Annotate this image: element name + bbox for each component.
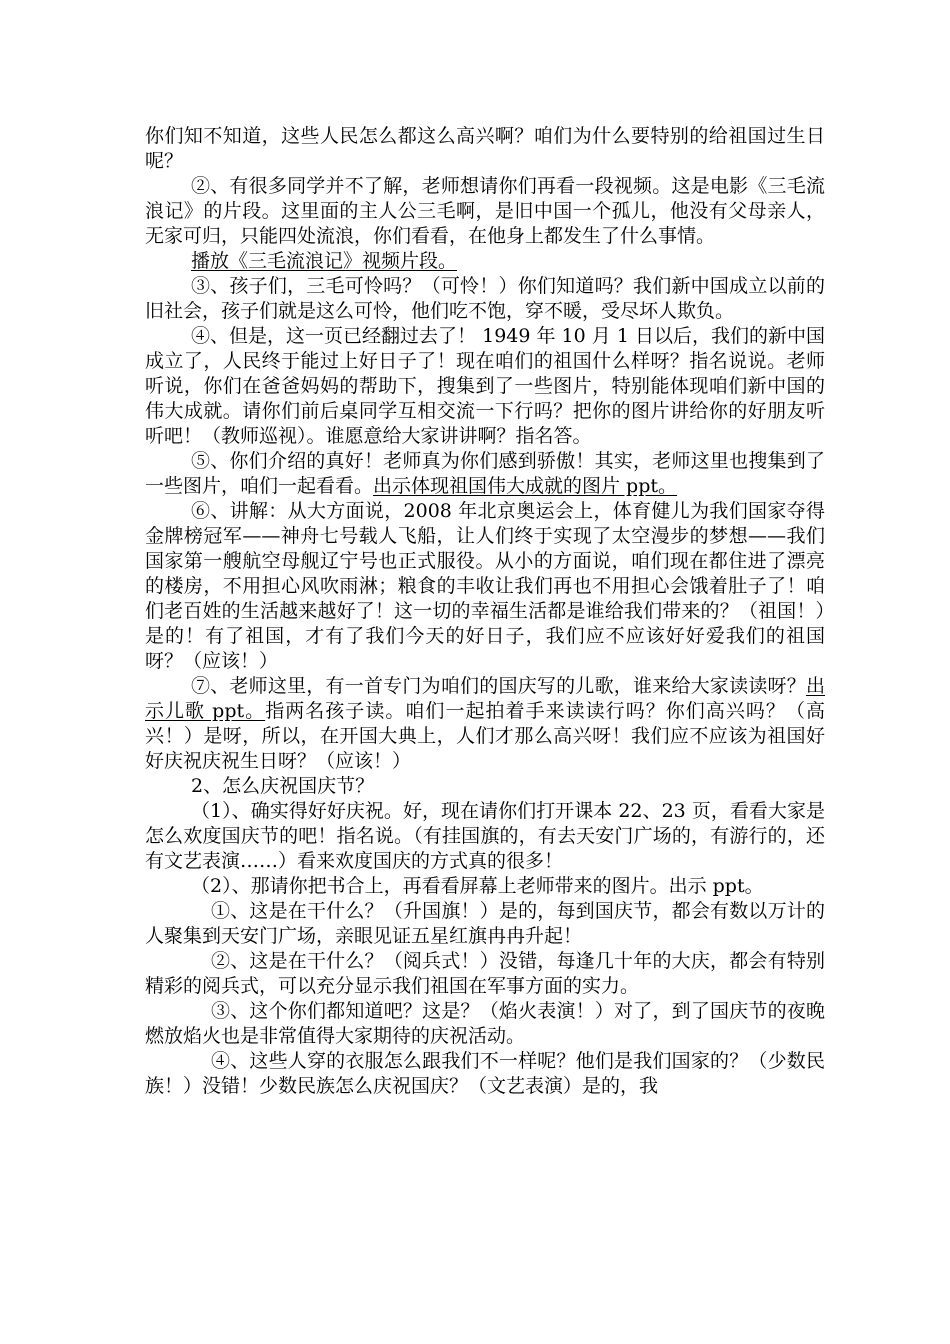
paragraph-intro-question: 你们知不知道，这些人民怎么都这么高兴啊？咱们为什么要特别的给祖国过生日呢？ (145, 125, 825, 172)
paragraph-nursery-rhyme-text-a: ⑦、老师这里，有一首专门为咱们的国庆写的儿歌，谁来给大家读读呀？ (191, 675, 806, 697)
paragraph-ethnic-minorities: ④、这些人穿的衣服怎么跟我们不一样呢？他们是我们国家的？（少数民族！）没错！少数民族怎么庆祝国庆？（文艺表演）是的，我 (145, 1050, 825, 1097)
paragraph-fireworks: ③、这个你们都知道吧？这是？（焰火表演！）对了，到了国庆节的夜晚燃放焰火也是非常值得大家期待的庆祝活动。 (145, 1000, 825, 1047)
paragraph-video-intro: ②、有很多同学并不了解，老师想请你们再看一段视频。这是电影《三毛流浪记》的片段。这里面的主人公三毛啊，是旧中国一个孤儿，他没有父母亲人，无家可归，只能四处流浪，你们看看，在他身上都发生了什么事情。 (145, 175, 825, 247)
section-heading-celebrate: 2、怎么庆祝国庆节？ (191, 775, 375, 797)
paragraph-teacher-pictures (145, 449, 825, 499)
document-page (145, 124, 825, 1099)
paragraph-video-play (145, 249, 825, 274)
paragraph-teacher-pictures-text: ⑤、你们介绍的真好！老师真为你们感到骄傲！其实，老师这里也搜集到了一些图片，咱们一起看看。 (145, 450, 825, 497)
paragraph-flag-raising: ①、这是在干什么？（升国旗！）是的，每到国庆节，都会有数以万计的人聚集到天安门广场，亲眼见证五星红旗冉冉升起！ (145, 900, 825, 947)
paragraph-parade: ②、这是在干什么？（阅兵式！）没错，每逢几十年的大庆，都会有特别精彩的阅兵式，可以充分显示我们祖国在军事方面的实力。 (145, 950, 825, 997)
paragraph-nursery-rhyme-text-b: 指两名孩子读。咱们一起拍着手来读读行吗？你们高兴吗？（高兴！）是呀，所以，在开国大典上，人们才那么高兴呀！我们应不应该为祖国好好庆祝庆祝生日呀？（应该！） (145, 700, 825, 772)
paragraph-nursery-rhyme (145, 674, 825, 774)
show-achievements-ppt-instruction: 出示体现祖国伟大成就的图片 ppt。 (373, 475, 678, 497)
paragraph-new-china: ④、但是，这一页已经翻过去了！ 1949 年 10 月 1 日以后，我们的新中国成立了，人民终于能过上好日子了！现在咱们的祖国什么样呀？指名说说。老师听说，你们在爸爸妈妈的帮助下，搜集到了一些图片，特别能体现咱们新中国的伟大成就。请你们前后桌同学互相交流一下行吗？把你的图片讲给你的好朋友听听吧！（教师巡视）。谁愿意给大家讲讲啊？指名答。 (145, 325, 825, 447)
paragraph-close-book: （2）、那请你把书合上，再看看屏幕上老师带来的图片。出示 ppt。 (191, 875, 764, 897)
paragraph-sanmao-pity: ③、孩子们，三毛可怜吗？（可怜！）你们知道吗？我们新中国成立以前的旧社会，孩子们就是这么可怜，他们吃不饱，穿不暖，受尽坏人欺负。 (145, 275, 825, 322)
paragraph-explanation: ⑥、讲解：从大方面说，2008 年北京奥运会上，体育健儿为我们国家夺得金牌榜冠军——神舟七号载人飞船，让人们终于实现了太空漫步的梦想——我们国家第一艘航空母舰辽宁号也正式服役。从小的方面说，咱们现在都住进了漂亮的楼房，不用担心风吹雨淋；粮食的丰收让我们再也不用担心会饿着肚子了！咱们老百姓的生活越来越好了！这一切的幸福生活都是谁给我们带来的？（祖国！）是的！有了祖国，才有了我们今天的好日子，我们应不应该好好爱我们的祖国呀？（应该！） (145, 500, 825, 672)
show-rhyme-ppt-instruction: 出示儿歌 ppt。 (145, 675, 825, 722)
video-play-instruction: 播放《三毛流浪记》视频片段。 (191, 250, 458, 272)
paragraph-textbook: （1）、确实得好好庆祝。好，现在请你们打开课本 22、23 页，看看大家是怎么欢度国庆节的吧！指名说。（有挂国旗的，有去天安门广场的，有游行的，还有文艺表演……）看来欢度国庆的方式真的很多！ (145, 800, 825, 872)
